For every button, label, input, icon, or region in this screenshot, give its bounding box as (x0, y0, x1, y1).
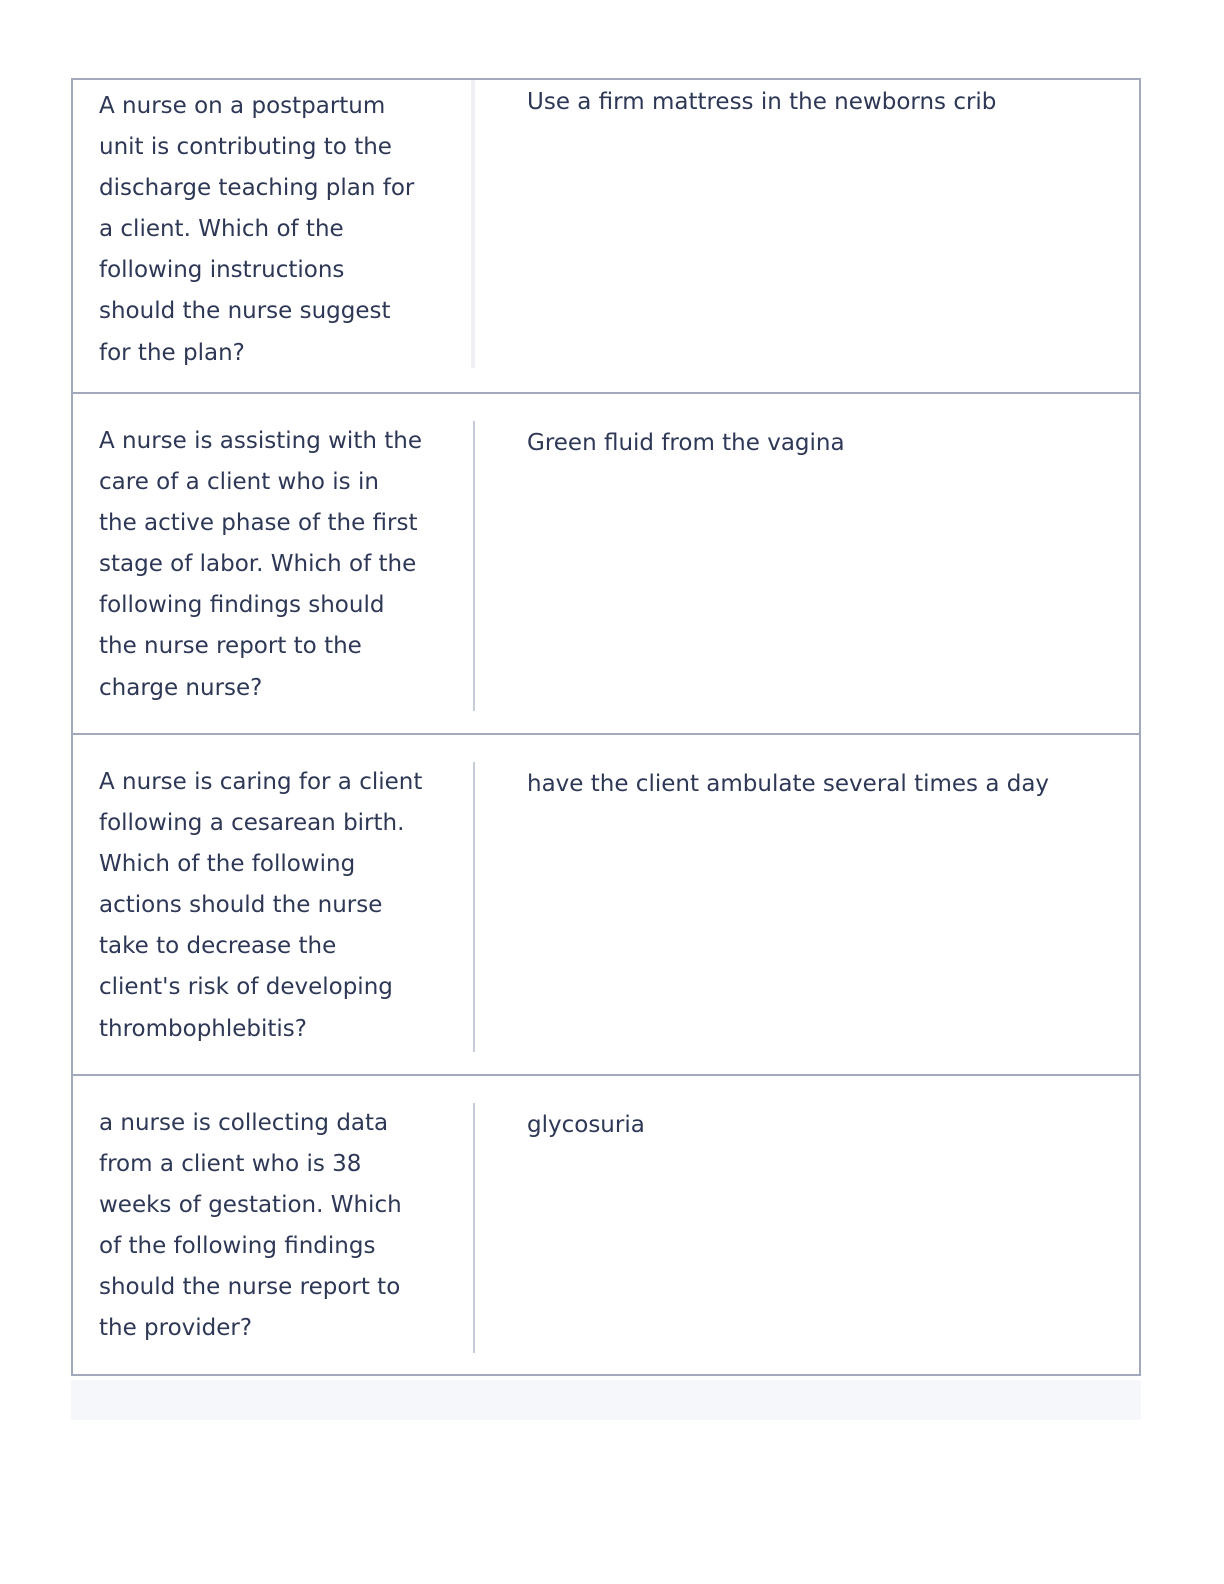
flashcard (71, 733, 1141, 1076)
flashcard (71, 392, 1141, 735)
card-definition: Green fluid from the vagina (527, 430, 845, 456)
flashcard (71, 1074, 1141, 1376)
card-term: a nurse is collecting data from a client who is 38 weeks of gestation. Which of the following findings should the nurse report to the provider? (99, 1110, 402, 1342)
card-divider (473, 762, 475, 1052)
card-divider (471, 80, 475, 368)
card-term: A nurse on a postpartum unit is contributing to the discharge teaching plan for a client. Which of the following instructions should the nurse suggest for the plan? (99, 93, 415, 366)
card-term: A nurse is assisting with the care of a client who is in the active phase of the first stage of labor. Which of the following findings should the nurse report to the charge nurse? (99, 428, 422, 701)
card-definition: Use a firm mattress in the newborns crib (527, 89, 997, 115)
flashcard-list (71, 78, 1141, 1376)
card-definition: have the client ambulate several times a day (527, 771, 1050, 797)
flashcard (71, 78, 1141, 394)
list-footer (71, 1380, 1141, 1420)
card-divider (473, 1103, 475, 1353)
card-term: A nurse is caring for a client following a cesarean birth. Which of the following actions should the nurse take to decrease the client's risk of developing thrombophlebitis? (99, 769, 423, 1042)
card-definition: glycosuria (527, 1112, 645, 1138)
card-divider (473, 421, 475, 711)
